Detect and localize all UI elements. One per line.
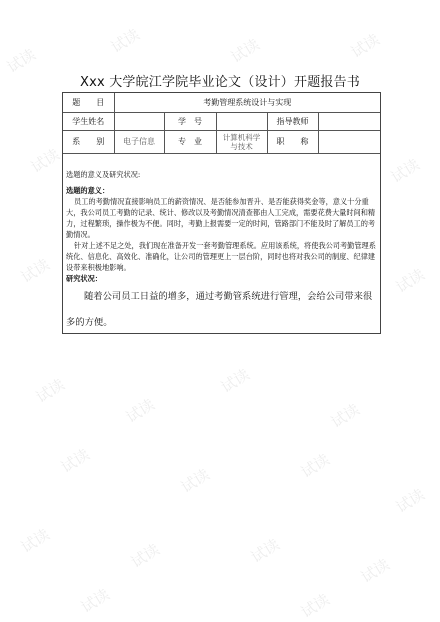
status-heading: 研究状况： <box>66 274 102 283</box>
watermark: 试读 <box>297 450 333 482</box>
watermark: 试读 <box>247 535 283 567</box>
watermark: 试读 <box>57 445 93 477</box>
significance-paragraph-1: 员工的考勤情况直接影响员工的薪资情况、是否能参加晋升、是否能获得奖金等，意义十分重大，我公司员工考勤的记录、统计、修改以及考勤情况清查都由人工完成，需要花费大量时间和精力，过程繁琐，操作极为不便。同时，考勤上报需要一定的时间，管路部门不能及时了解员工的考勤情况。 <box>66 197 376 239</box>
proposal-form <box>62 92 381 334</box>
student-id-value <box>216 113 267 131</box>
student-id-label: 学 号 <box>164 113 216 131</box>
watermark: 试读 <box>392 485 428 517</box>
watermark: 试读 <box>77 585 113 617</box>
title-label: 职 称 <box>267 131 318 154</box>
watermark: 试读 <box>227 35 263 67</box>
significance-heading: 选题的意义： <box>66 186 110 195</box>
watermark: 试读 <box>392 265 428 297</box>
watermark: 试读 <box>387 155 423 187</box>
advisor-value <box>318 113 380 131</box>
topic-row <box>63 93 380 113</box>
watermark: 试读 <box>17 255 53 287</box>
watermark: 试读 <box>32 375 68 407</box>
watermark: 试读 <box>357 555 393 587</box>
watermark: 试读 <box>3 45 39 77</box>
status-paragraph: 随着公司员工日益的增多，通过考勤管系统进行管理，会给公司带来很多的方便。 <box>66 291 373 328</box>
advisor-label: 指导教师 <box>267 113 318 131</box>
document-title: Xxx 大学皖江学院毕业论文（设计）开题报告书 <box>79 75 361 90</box>
department-label: 系 别 <box>63 131 114 154</box>
watermark: 试读 <box>17 525 53 557</box>
significance-paragraph-2: 针对上述不足之处，我们现在准备开发一套考勤管理系统。应用该系统，将使我公司考勤管理系统化、信息化、高效化、准确化，让公司的管理更上一层台阶，同时也将对我公司的制度、纪律建设带来积极地影响。 <box>66 241 376 272</box>
topic-label: 题 目 <box>63 93 114 113</box>
watermark: 试读 <box>177 465 213 497</box>
student-name-value <box>114 113 164 131</box>
student-name-label: 学生姓名 <box>63 113 114 131</box>
watermark: 试读 <box>27 145 63 177</box>
watermark: 试读 <box>297 590 333 622</box>
section-heading: 选题的意义及研究状况: <box>66 170 141 179</box>
watermark: 试读 <box>122 395 158 427</box>
title-value <box>318 131 380 154</box>
student-row <box>63 113 380 131</box>
proposal-body <box>66 169 377 336</box>
major-label: 专 业 <box>164 131 216 154</box>
watermark: 试读 <box>327 400 363 432</box>
watermark: 试读 <box>127 540 163 572</box>
department-row <box>63 131 380 154</box>
topic-value: 考勤管理系统设计与实现 <box>114 93 380 113</box>
department-value: 电子信息 <box>114 131 164 154</box>
watermark: 试读 <box>217 365 253 397</box>
header-table <box>63 93 380 154</box>
watermark: 试读 <box>347 30 383 62</box>
watermark: 试读 <box>107 25 143 57</box>
major-value: 计算机科学与技术 <box>216 131 267 154</box>
